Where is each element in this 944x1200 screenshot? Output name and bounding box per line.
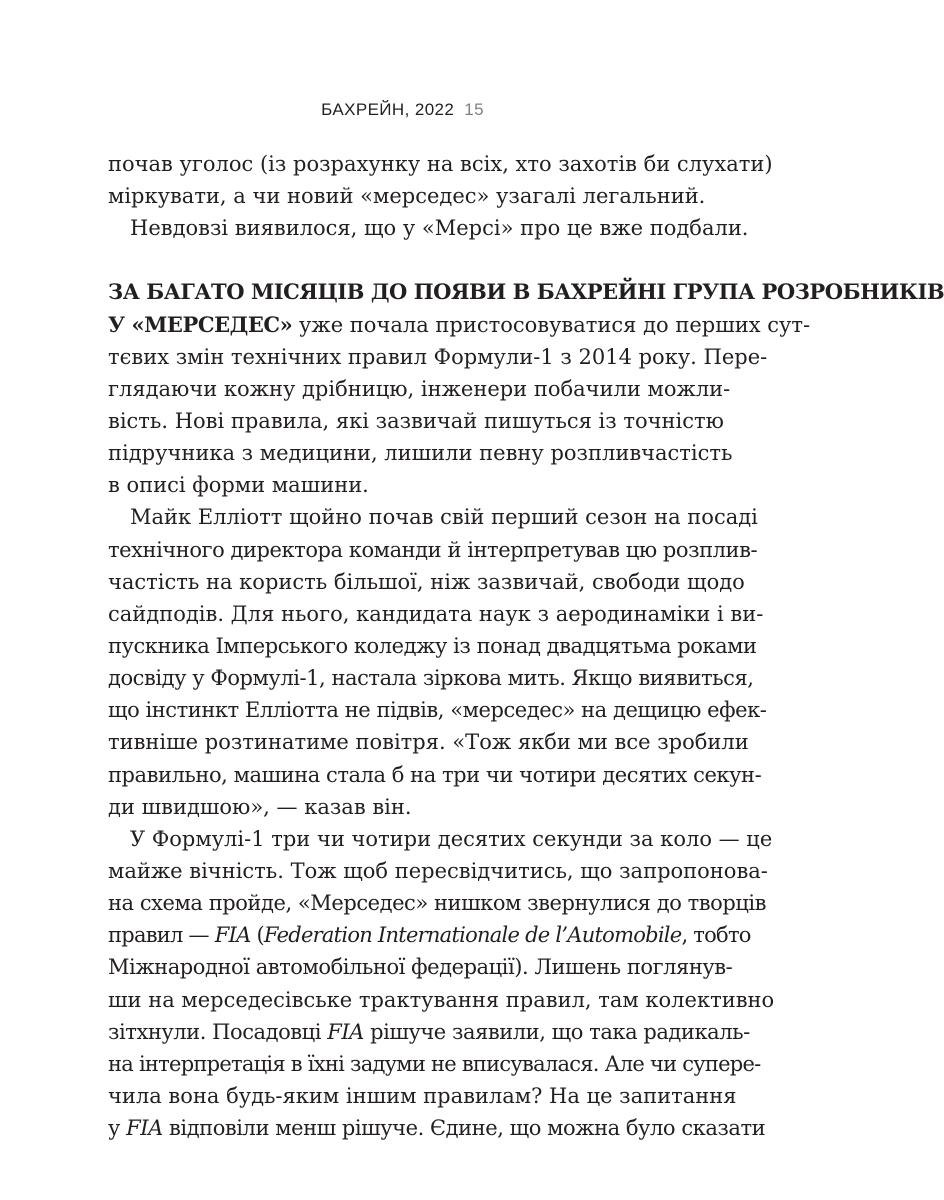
- text-run: правил —: [108, 923, 215, 948]
- text-run: зітхнули. Посадовці: [108, 1019, 328, 1044]
- text-line: тивніше розтинатиме повітря. «Тож якби ми все зробили: [108, 730, 749, 755]
- text-line: Міжнародної автомобільної федерації). Лишень поглянув-: [108, 955, 733, 980]
- text-line: [108, 309, 811, 341]
- text-line: тєвих змін технічних правил Формули-1 з 2014 року. Пере-: [108, 344, 768, 369]
- page-number: 15: [464, 100, 484, 119]
- text-line: міркувати, а чи новий «мерседес» узагалі легальний.: [108, 184, 706, 209]
- text-run: уже почала пристосовуватися до перших сут-: [292, 312, 811, 337]
- running-head-title: БАХРЕЙН, 2022: [321, 100, 455, 119]
- text-line: ди швидшою», — казав він.: [108, 794, 412, 819]
- text-line: на схема пройде, «Мерседес» нишком звернулися до творців: [108, 891, 767, 916]
- text-run: , тобто: [681, 923, 751, 948]
- body-text: [108, 148, 944, 1144]
- text-line: почав уголос (із розрахунку на всіх, хто захотів би слухати): [108, 152, 773, 176]
- text-line: Майк Елліотт щойно почав свій перший сезон на посаді: [130, 505, 758, 530]
- text-line: пускника Імперського коледжу із понад двадцятьма роками: [108, 633, 757, 658]
- text-line: У Формулі-1 три чи чотири десятих секунди за коло — це: [130, 826, 773, 851]
- italic-run: Federation Internationale de l’Automobile: [263, 923, 682, 948]
- text-line: Невдовзі виявилося, що у «Мерсі» про це вже подбали.: [130, 216, 749, 241]
- running-head: [0, 100, 484, 120]
- text-run: рішуче заявили, що така радикаль-: [363, 1019, 750, 1044]
- text-line: [108, 1112, 766, 1144]
- text-line: що інстинкт Елліотта не підвів, «мерседес» на дещицю ефек-: [108, 698, 767, 723]
- text-line: ши на мерседесівське трактування правил, там колективно: [108, 987, 775, 1012]
- text-run: у: [108, 1116, 127, 1141]
- text-line: [108, 919, 751, 951]
- text-line: підручника з медицини, лишили певну розпливчастість: [108, 441, 733, 466]
- text-line: частість на користь більшої, ніж зазвичай, свободи щодо: [108, 569, 745, 594]
- lead-in-caps: У «МЕРСЕДЕС»: [108, 311, 293, 337]
- text-run: відповіли менш рішуче. Єдине, що можна було сказати: [162, 1116, 766, 1141]
- text-line-lead-in: ЗА БАГАТО МІСЯЦІВ ДО ПОЯВИ В БАХРЕЙНІ ГРУПА РОЗРОБНИКІВ: [108, 279, 944, 305]
- text-line: досвіду у Формулі-1, настала зіркова мить. Якщо виявиться,: [108, 666, 754, 691]
- text-run: (: [250, 923, 264, 948]
- text-line: майже вічність. Тож щоб пересвідчитись, що запропонова-: [108, 858, 768, 883]
- text-line: вість. Нові правила, які зазвичай пишуться із точністю: [108, 408, 724, 433]
- text-line: в описі форми машини.: [108, 473, 369, 498]
- italic-run: FIA: [214, 923, 251, 948]
- text-line: на інтерпретація в їхні задуми не вписувалася. Але чи супере-: [108, 1051, 761, 1076]
- text-line: технічного директора команди й інтерпретував цю розплив-: [108, 537, 758, 562]
- italic-run: FIA: [327, 1019, 364, 1044]
- italic-run: FIA: [126, 1116, 163, 1141]
- text-line: сайдподів. Для нього, кандидата наук з аеродинаміки і ви-: [108, 601, 764, 626]
- text-line: чила вона будь-яким іншим правилам? На це запитання: [108, 1083, 737, 1108]
- text-line: правильно, машина стала б на три чи чотири десятих секун-: [108, 762, 762, 787]
- section-break: [108, 244, 720, 276]
- text-line: [108, 1016, 750, 1048]
- text-line: глядаючи кожну дрібницю, інженери побачили можли-: [108, 376, 731, 401]
